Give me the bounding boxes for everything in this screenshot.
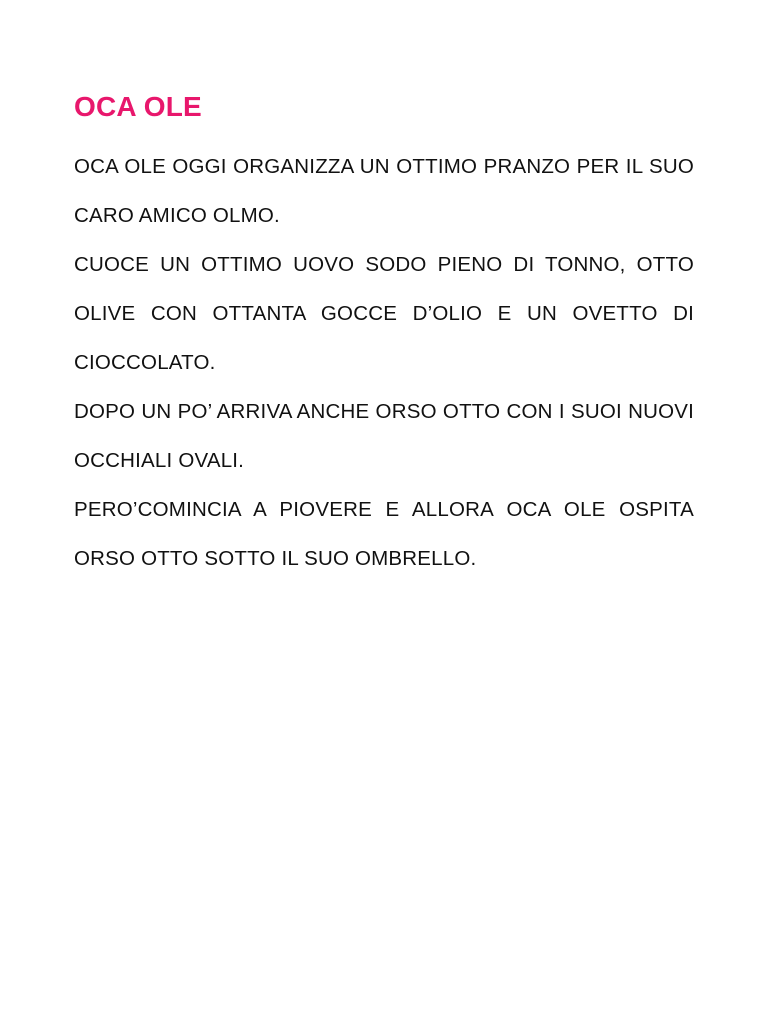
paragraph-1: OCA OLE OGGI ORGANIZZA UN OTTIMO PRANZO PER IL SUO CARO AMICO OLMO. <box>74 155 694 227</box>
paragraph-2: CUOCE UN OTTIMO UOVO SODO PIENO DI TONNO, OTTO OLIVE CON OTTANTA GOCCE D’OLIO E UN OVETTO DI CIOCCOLATO. <box>74 253 694 374</box>
paragraph-3: DOPO UN PO’ ARRIVA ANCHE ORSO OTTO CON I SUOI NUOVI OCCHIALI OVALI. <box>74 400 694 472</box>
document-page <box>74 84 694 583</box>
document-title: OCA OLE <box>74 91 202 122</box>
paragraph-4: PERO’COMINCIA A PIOVERE E ALLORA OCA OLE OSPITA ORSO OTTO SOTTO IL SUO OMBRELLO. <box>74 498 694 570</box>
